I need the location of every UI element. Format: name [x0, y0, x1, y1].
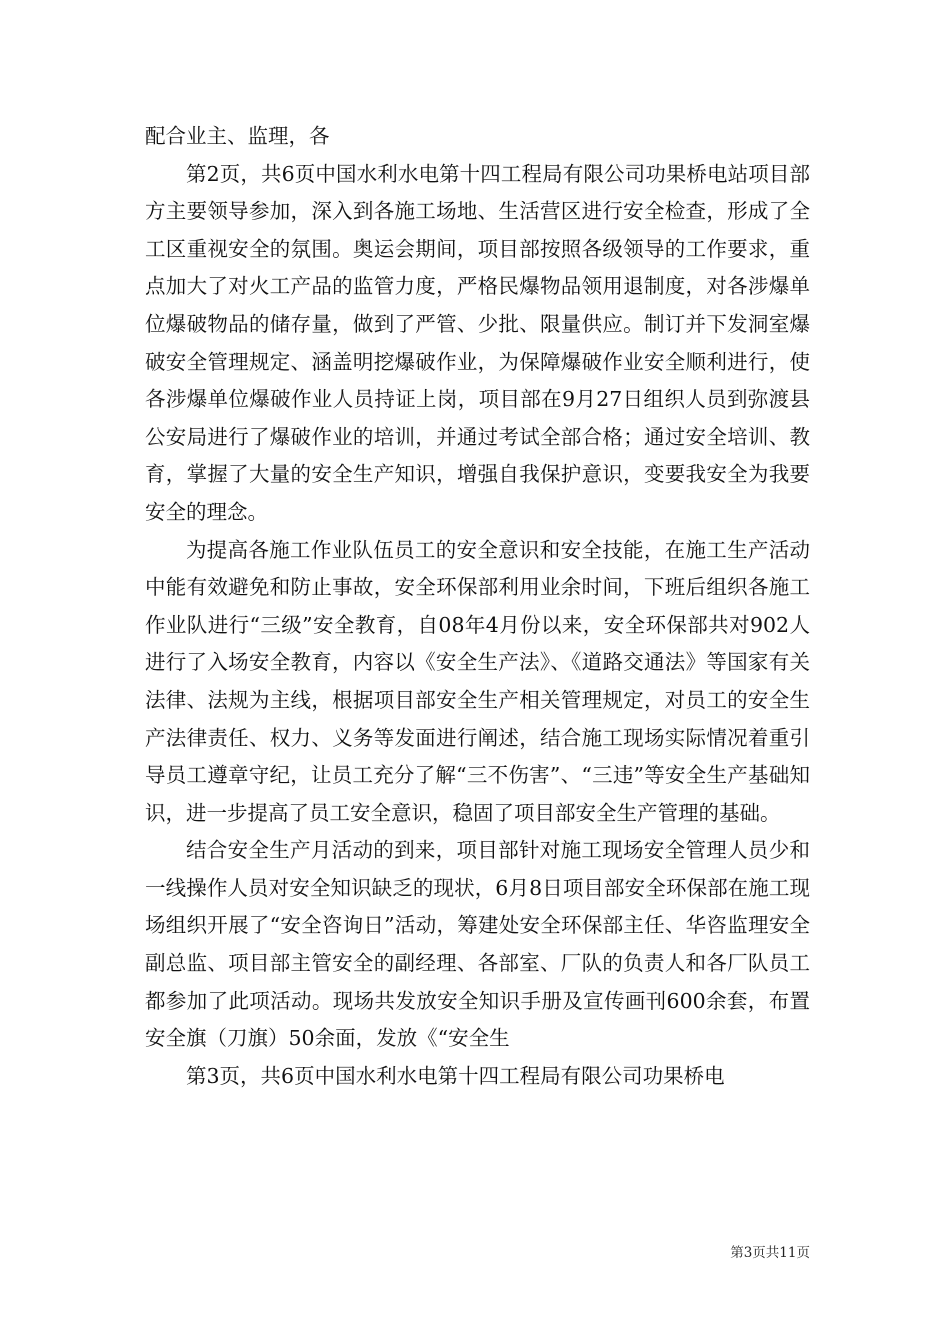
paragraph-5: 第3页，共6页中国水利水电第十四工程局有限公司功果桥电 [186, 1063, 725, 1088]
page-number-footer: 第3页共11页 [730, 1245, 810, 1261]
paragraph-4: 结合安全生产月活动的到来，项目部针对施工现场安全管理人员少和一线操作人员对安全知识缺乏的现状，6月8日项目部安全环保部在施工现场组织开展了“安全咨询日”活动，筹建处安全环保部主任、华咨监理安全副总监、项目部主管安全的副经理、各部室、厂队的负责人和各厂队员工都参加了此项活动。现场共发放安全知识手册及宣传画刊600余套，布置安全旗（刀旗）50余面，发放《“安全生 [145, 838, 810, 1051]
paragraph-2: 第2页，共6页中国水利水电第十四工程局有限公司功果桥电站项目部方主要领导参加，深入到各施工场地、生活营区进行安全检查，形成了全工区重视安全的氛围。奥运会期间，项目部按照各级领导的工作要求，重点加大了对火工产品的监管力度，严格民爆物品领用退制度，对各涉爆单位爆破物品的储存量，做到了严管、少批、限量供应。制订并下发洞室爆破安全管理规定、涵盖明挖爆破作业，为保障爆破作业安全顺利进行，使各涉爆单位爆破作业人员持证上岗，项目部在9月27日组织人员到弥渡县公安局进行了爆破作业的培训，并通过考试全部合格；通过安全培训、教育，掌握了大量的安全生产知识，增强自我保护意识，变要我安全为我要安全的理念。 [145, 161, 810, 524]
document-body [145, 118, 810, 1095]
paragraph-3: 为提高各施工作业队伍员工的安全意识和安全技能，在施工生产活动中能有效避免和防止事故，安全环保部利用业余时间，下班后组织各施工作业队进行“三级”安全教育，自08年4月份以来，安全环保部共对902人进行了入场安全教育，内容以《安全生产法》、《道路交通法》等国家有关法律、法规为主线，根据项目部安全生产相关管理规定，对员工的安全生产法律责任、权力、义务等发面进行阐述，结合施工现场实际情况着重引导员工遵章守纪，让员工充分了解“三不伤害”、“三违”等安全生产基础知识，进一步提高了员工安全意识，稳固了项目部安全生产管理的基础。 [145, 537, 810, 825]
paragraph-1: 配合业主、监理，各 [145, 124, 330, 148]
